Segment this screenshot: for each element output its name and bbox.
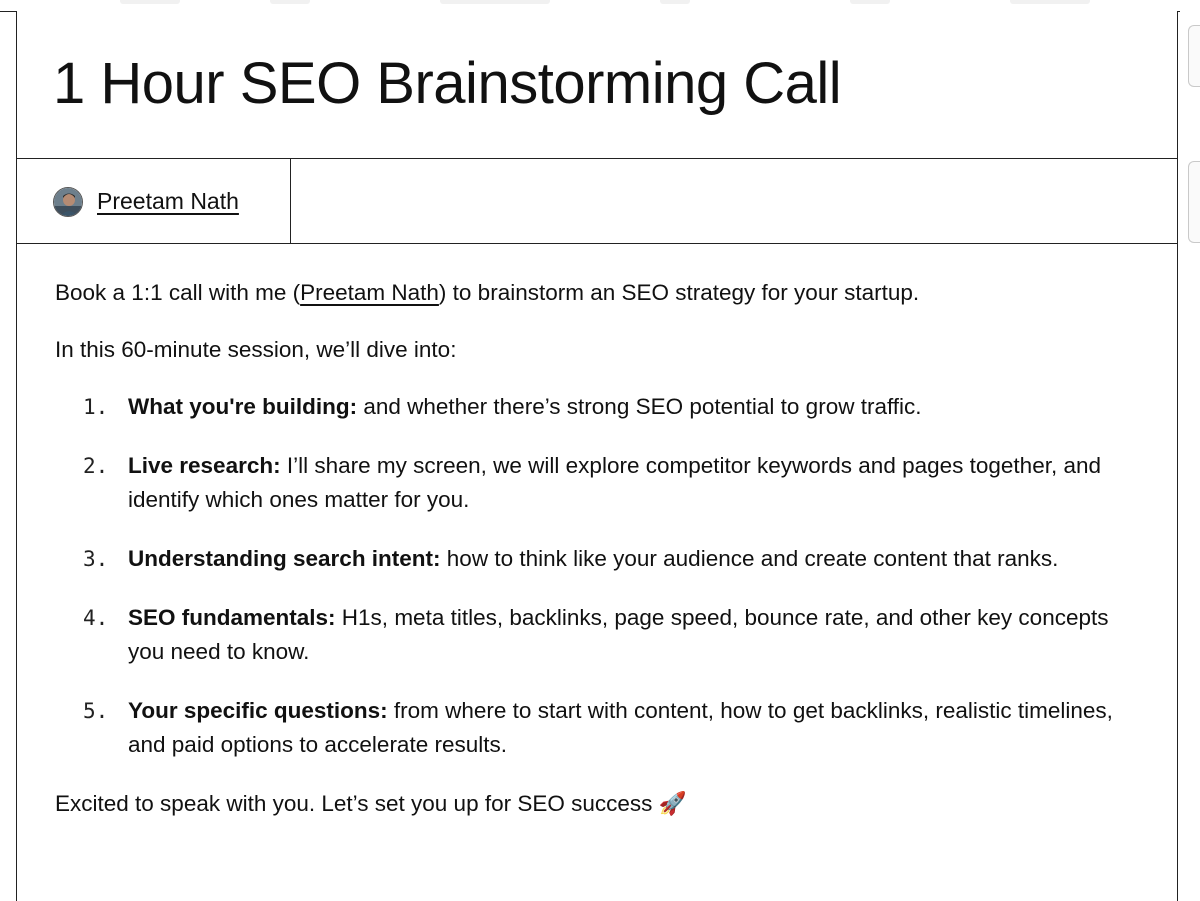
list-item	[55, 542, 1145, 576]
author-row	[17, 159, 1177, 244]
right-gutter	[1180, 11, 1200, 901]
top-strip-fragment	[850, 0, 890, 4]
top-strip-fragment	[120, 0, 180, 4]
list-item-heading: Your specific questions:	[128, 698, 388, 723]
side-panel-edge	[1188, 161, 1200, 243]
author-cell	[17, 159, 291, 243]
list-item-heading: What you're building:	[128, 394, 358, 419]
intro-text-start: Book a 1:1 call with me (	[55, 280, 301, 305]
list-item-text: and whether there’s strong SEO potential to grow traffic.	[357, 394, 922, 419]
list-item-heading: Live research:	[128, 453, 281, 478]
top-strip-fragment	[270, 0, 310, 4]
event-card	[16, 11, 1178, 901]
list-item-text: I’ll share my screen, we will explore competitor keywords and pages together, and identify which ones matter for you.	[128, 453, 1101, 512]
list-item	[55, 449, 1145, 517]
list-item-text: H1s, meta titles, backlinks, page speed, bounce rate, and other key concepts you need to know.	[128, 605, 1109, 664]
author-name-link[interactable]: Preetam Nath	[97, 188, 239, 214]
list-item	[55, 601, 1145, 669]
agenda-list	[55, 390, 1145, 762]
list-number: 1.	[83, 395, 109, 419]
list-number: 3.	[83, 547, 109, 571]
side-panel-edge	[1188, 25, 1200, 87]
list-item-text: from where to start with content, how to get backlinks, realistic timelines, and paid options to accelerate results.	[128, 698, 1113, 757]
title-row	[17, 11, 1177, 159]
intro-paragraph	[55, 276, 1145, 310]
list-number: 5.	[83, 699, 109, 723]
page-title: 1 Hour SEO Brainstorming Call	[53, 51, 842, 116]
top-strip-fragment	[440, 0, 550, 4]
user-avatar-photo-icon	[54, 188, 83, 217]
list-item	[55, 694, 1145, 762]
closing-paragraph: Excited to speak with you. Let’s set you up for SEO success 🚀	[55, 791, 687, 816]
lead-in-paragraph: In this 60-minute session, we’ll dive into:	[55, 337, 457, 362]
top-strip-fragment	[660, 0, 690, 4]
list-number: 2.	[83, 454, 109, 478]
top-strip-fragment	[1010, 0, 1090, 4]
intro-text-end: ) to brainstorm an SEO strategy for your startup.	[438, 280, 920, 305]
list-item-text: how to think like your audience and create content that ranks.	[440, 546, 1059, 571]
list-item-heading: Understanding search intent:	[128, 546, 441, 571]
description	[55, 276, 1145, 844]
avatar	[53, 187, 83, 217]
intro-author-link[interactable]: Preetam Nath	[300, 280, 439, 305]
list-item-heading: SEO fundamentals:	[128, 605, 336, 630]
list-item	[55, 390, 1145, 424]
list-number: 4.	[83, 606, 109, 630]
